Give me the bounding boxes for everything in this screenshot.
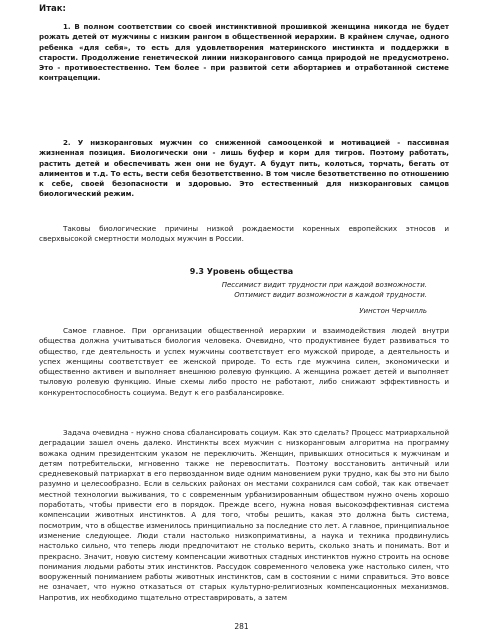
intro-heading: Итак: (39, 4, 66, 14)
section-title: 9.3 Уровень общества (189, 267, 294, 276)
page-number: 281 (234, 622, 249, 631)
body-paragraph-1: Самое главное. При организации общественной иерархии и взаимодействия людей внутри общества должна учитываться биология человека. Очевидно, что продуктивнее будет развиваться то общество, где деятельность и успех мужчины соответствует его мужской природе, а деятельность и успех женщины соответствует ее женской природе. То есть где мужчина силен, экономически и общественно активен и выполняет внешнюю ролевую функцию. А женщина рожает детей и выполняет тыловую ролевую функцию. Иные схемы либо просто не работают, либо снижают эффективность и конкурентоспособность социума. Ведут к его разбалансировке. (39, 326, 449, 397)
epigraph-line-2: Оптимист видит возможности в каждой трудности. (234, 291, 427, 299)
epigraph-author: Уинстон Черчилль (359, 307, 427, 315)
point-1-paragraph: 1. В полном соответствии со своей инстинктивной прошивкой женщина никогда не будет рожать детей от мужчины с низким рангом в общественной иерархии. В крайнем случае, одного ребенка «для себя», то есть для удовлетворения материнского инстинкта и поддержки в старости. Продолжение генетической линии низкорангового самца природой не предусмотрено. Это - противоестественно. Тем более - при развитой сети абортариев и отработанной системе контрацепции. (39, 22, 449, 83)
point-2-paragraph: 2. У низкоранговых мужчин со сниженной самооценкой и мотивацией - пассивная жизненная позиция. Биологически они - лишь буфер и корм для тигров. Поэтому работать, растить детей и обеспечивать жен они не будут. А будут пить, колоться, торчать, бегать от алиментов и т.д. То есть, вести себя безответственно. В том числе безответственно по отношению к себе, своей безопасности и здоровью. Это естественный для низкоранговых самцов биологический режим. (39, 138, 449, 199)
epigraph-line-1: Пессимист видит трудности при каждой возможности. (221, 281, 427, 289)
body-paragraph-2: Задача очевидна - нужно снова сбалансировать социум. Как это сделать? Процесс матриархальной деградации зашел очень далеко. Инстинкты всех мужчин с низкоранговым алгоритма на программу вожака одним президентским указом не переключить. Женщин, привыкших относиться к мужчинам и детям потребительски, мгновенно также не перевоспитать. Поэтому восстановить античный или средневековый патриархат в его первозданном виде одним мановением руки трудно, как бы это ни было разумно и целесообразно. Если в сельских районах он местами сохранился сам собой, так как отвечает местной технологии выживания, то с современным урбанизированным обществом нужно очень хорошо поработать, чтобы привести его в порядок. Прежде всего, нужна новая высокоэффективная система компенсации животных инстинктов. А для того, чтобы решить, какая это должна быть система, посмотрим, что в обществе изменилось принципиально за последние сто лет. А главное, принципиальное изменение следующее. Люди стали настолько низкопримативны, а наука и техника продвинулись настолько сильно, что теперь люди предпочитают не столько верить, сколько знать и понимать. Вот и прекрасно. Значит, новую систему компенсации животных стадных инстинктов нужно строить на основе понимания людьми работы этих инстинктов. Рассудок современного человека уже настолько силен, что вооруженный пониманием работы животных инстинктов, сам в состоянии с ними справиться. Это вовсе не означает, что нужно отказаться от старых культурно-религиозных компенсационных механизмов. Напротив, их необходимо тщательно отреставрировать, а затем (39, 428, 449, 602)
causes-paragraph: Таковы биологические причины низкой рождаемости коренных европейских этносов и сверхвысокой смертности молодых мужчин в России. (39, 224, 449, 244)
